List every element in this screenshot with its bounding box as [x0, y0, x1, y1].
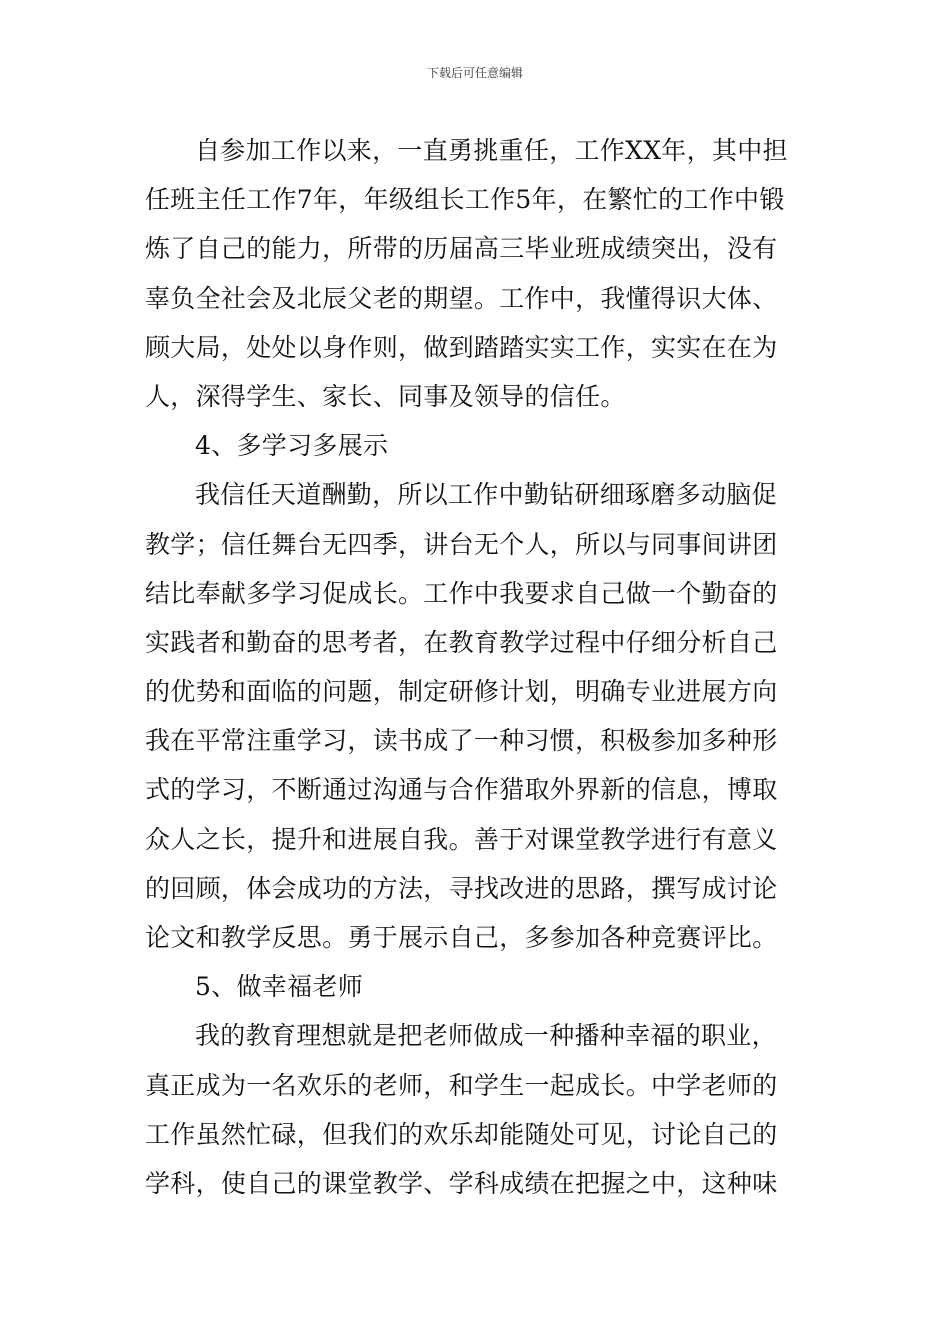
- text-line: 顾大局，处处以身作则，做到踏踏实实工作，实实在在为: [145, 332, 778, 362]
- text-line: 式的学习，不断通过沟通与合作猎取外界新的信息，博取: [145, 775, 778, 805]
- page-header: 下载后可任意编辑: [426, 66, 523, 80]
- text-line: 众人之长，提升和进展自我。善于对课堂教学进行有意义: [145, 824, 778, 854]
- text-line: 真正成为一名欢乐的老师，和学生一起成长。中学老师的: [145, 1070, 778, 1100]
- document-body: [145, 126, 807, 1208]
- text-line: 4、多学习多展示: [195, 431, 389, 461]
- text-line: 教学；信任舞台无四季，讲台无个人，所以与同事间讲团: [145, 529, 778, 559]
- text-line: 人，深得学生、家长、同事及领导的信任。: [145, 381, 626, 411]
- text-line: 我的教育理想就是把老师做成一种播种幸福的职业，: [195, 1021, 777, 1051]
- text-line: 的优势和面临的问题，制定研修计划，明确专业进展方向: [145, 677, 778, 707]
- text-line: 辜负全社会及北辰父老的期望。工作中，我懂得识大体、: [145, 283, 778, 313]
- text-line: 自参加工作以来，一直勇挑重任，工作XX年，其中担: [195, 136, 788, 165]
- text-line: 结比奉献多学习促成长。工作中我要求自己做一个勤奋的: [145, 578, 778, 608]
- text-line: 炼了自己的能力，所带的历届高三毕业班成绩突出，没有: [145, 234, 778, 264]
- text-line: 5、做幸福老师: [195, 972, 364, 1002]
- text-line: 实践者和勤奋的思考者，在教育教学过程中仔细分析自己: [145, 627, 778, 657]
- text-line: 我信任天道酬勤，所以工作中勤钻研细琢磨多动脑促: [195, 480, 777, 510]
- text-line: 工作虽然忙碌，但我们的欢乐却能随处可见，讨论自己的: [145, 1119, 778, 1149]
- text-line: 我在平常注重学习，读书成了一种习惯，积极参加多种形: [145, 726, 778, 756]
- text-line: 学科，使自己的课堂教学、学科成绩在把握之中，这种味: [145, 1168, 778, 1198]
- text-line: 任班主任工作7年，年级组长工作5年，在繁忙的工作中锻: [145, 185, 785, 215]
- text-line: 的回顾，体会成功的方法，寻找改进的思路，撰写成讨论: [145, 873, 778, 903]
- text-line: 论文和教学反思。勇于展示自己，多参加各种竞赛评比。: [145, 923, 778, 952]
